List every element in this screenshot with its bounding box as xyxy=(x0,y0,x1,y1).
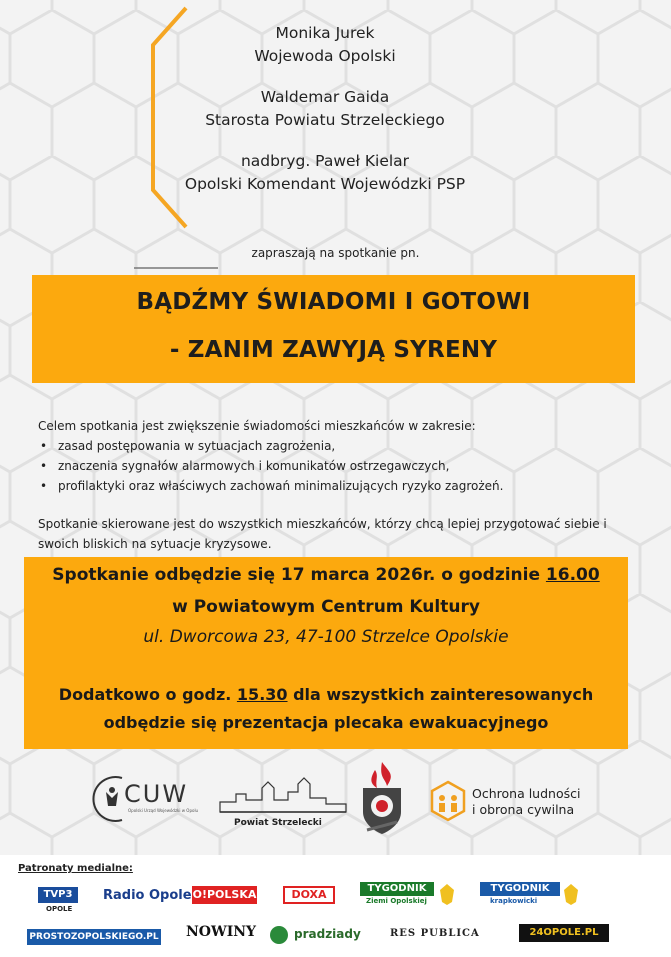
nowiny-logo: NOWINY xyxy=(186,924,257,940)
event-details-banner xyxy=(24,557,628,749)
crest-icon xyxy=(562,882,580,906)
pradziady-logo: pradziady xyxy=(294,927,361,941)
tygodnik-krapkowicki-sub: krapkowicki xyxy=(490,897,538,905)
extra-line-1 xyxy=(24,685,628,704)
ochrona-line-1: Ochrona ludności xyxy=(472,786,581,801)
tvp3-logo: TVP3 xyxy=(38,887,78,903)
intro-text: Celem spotkania jest zwiększenie świadomości mieszkańców w zakresie: xyxy=(38,419,476,433)
topic-list xyxy=(38,436,648,496)
host-role: Opolski Komendant Wojewódzki PSP xyxy=(184,175,466,193)
ochrona-line-2: i obrona cywilna xyxy=(472,802,575,817)
host-name: nadbryg. Paweł Kielar xyxy=(240,152,410,170)
opolska-logo: O!POLSKA xyxy=(192,886,257,904)
host-role: Starosta Powiatu Strzeleckiego xyxy=(205,111,445,129)
doxa-logo: DOXA xyxy=(283,886,335,904)
list-item: • profilaktyki oraz właściwych zachowań minimalizujących ryzyko zagrożeń. xyxy=(38,476,648,496)
extra-pre: Dodatkowo o godz. xyxy=(58,685,237,704)
extra-time: 15.30 xyxy=(236,685,288,704)
invite-text: zapraszają na spotkanie pn. xyxy=(251,246,420,260)
list-item: • zasad postępowania w sytuacjach zagrożenia, xyxy=(38,436,648,456)
extra-line-2: odbędzie się prezentacja plecaka ewakuacyjnego xyxy=(103,713,549,732)
civil-defense-icon xyxy=(430,780,466,822)
host-role: Wojewoda Opolski xyxy=(254,47,396,65)
host-1 xyxy=(180,22,470,68)
list-item: • znaczenia sygnałów alarmowych i komunikatów ostrzegawczych, xyxy=(38,456,648,476)
eagle-crest-icon xyxy=(438,882,456,906)
pradziady-icon xyxy=(269,925,289,945)
24opole-logo: 24OPOLE.PL xyxy=(519,924,609,942)
audience-text: Spotkanie skierowane jest do wszystkich mieszkańców, którzy chcą lepiej przygotować siebie i swoich bliskich na sytuacje kryzysowe. xyxy=(38,517,607,551)
cuw-text: CUW xyxy=(124,780,189,808)
cuw-subtitle: Opolski Urząd Wojewódzki w Opolu xyxy=(128,808,199,813)
event-time: 16.00 xyxy=(545,565,600,585)
event-venue: w Powiatowym Centrum Kultury xyxy=(172,597,480,617)
powiat-text: Powiat Strzelecki xyxy=(234,818,322,828)
fire-service-emblem-icon xyxy=(357,760,407,838)
host-name: Waldemar Gaida xyxy=(260,88,390,106)
tygodnik-opolski-sub: Ziemi Opolskiej xyxy=(366,897,427,905)
title-banner xyxy=(32,275,635,383)
title-line-2: - ZANIM ZAWYJĄ SYRENY xyxy=(169,337,498,363)
extra-post: dla wszystkich zainteresowanych xyxy=(287,685,594,704)
media-heading: Patronaty medialne: xyxy=(18,863,133,874)
host-list xyxy=(180,22,470,214)
host-name: Monika Jurek xyxy=(275,24,375,42)
res-publica-logo: RES PUBLICA xyxy=(390,928,480,939)
description xyxy=(38,416,648,554)
host-3 xyxy=(180,150,470,196)
host-2 xyxy=(180,86,470,132)
tygodnik-krapkowicki-logo: TYGODNIK xyxy=(480,882,560,896)
prostozopolskiego-logo: PROSTOZOPOLSKIEGO.PL xyxy=(27,929,161,945)
tvp3-sub: OPOLE xyxy=(46,905,73,913)
title-line-1: BĄDŹMY ŚWIADOMI I GOTOWI xyxy=(136,289,531,315)
event-date: Spotkanie odbędzie się 17 marca 2026r. o godzinie xyxy=(52,565,546,585)
event-date-line xyxy=(24,565,628,585)
radio-opole-logo: Radio Opole xyxy=(103,888,192,903)
tygodnik-opolski-logo: TYGODNIK xyxy=(360,882,434,896)
event-address: ul. Dworcowa 23, 47-100 Strzelce Opolskie xyxy=(143,627,509,647)
organizer-logos xyxy=(0,760,671,845)
powiat-skyline-icon xyxy=(218,774,348,814)
